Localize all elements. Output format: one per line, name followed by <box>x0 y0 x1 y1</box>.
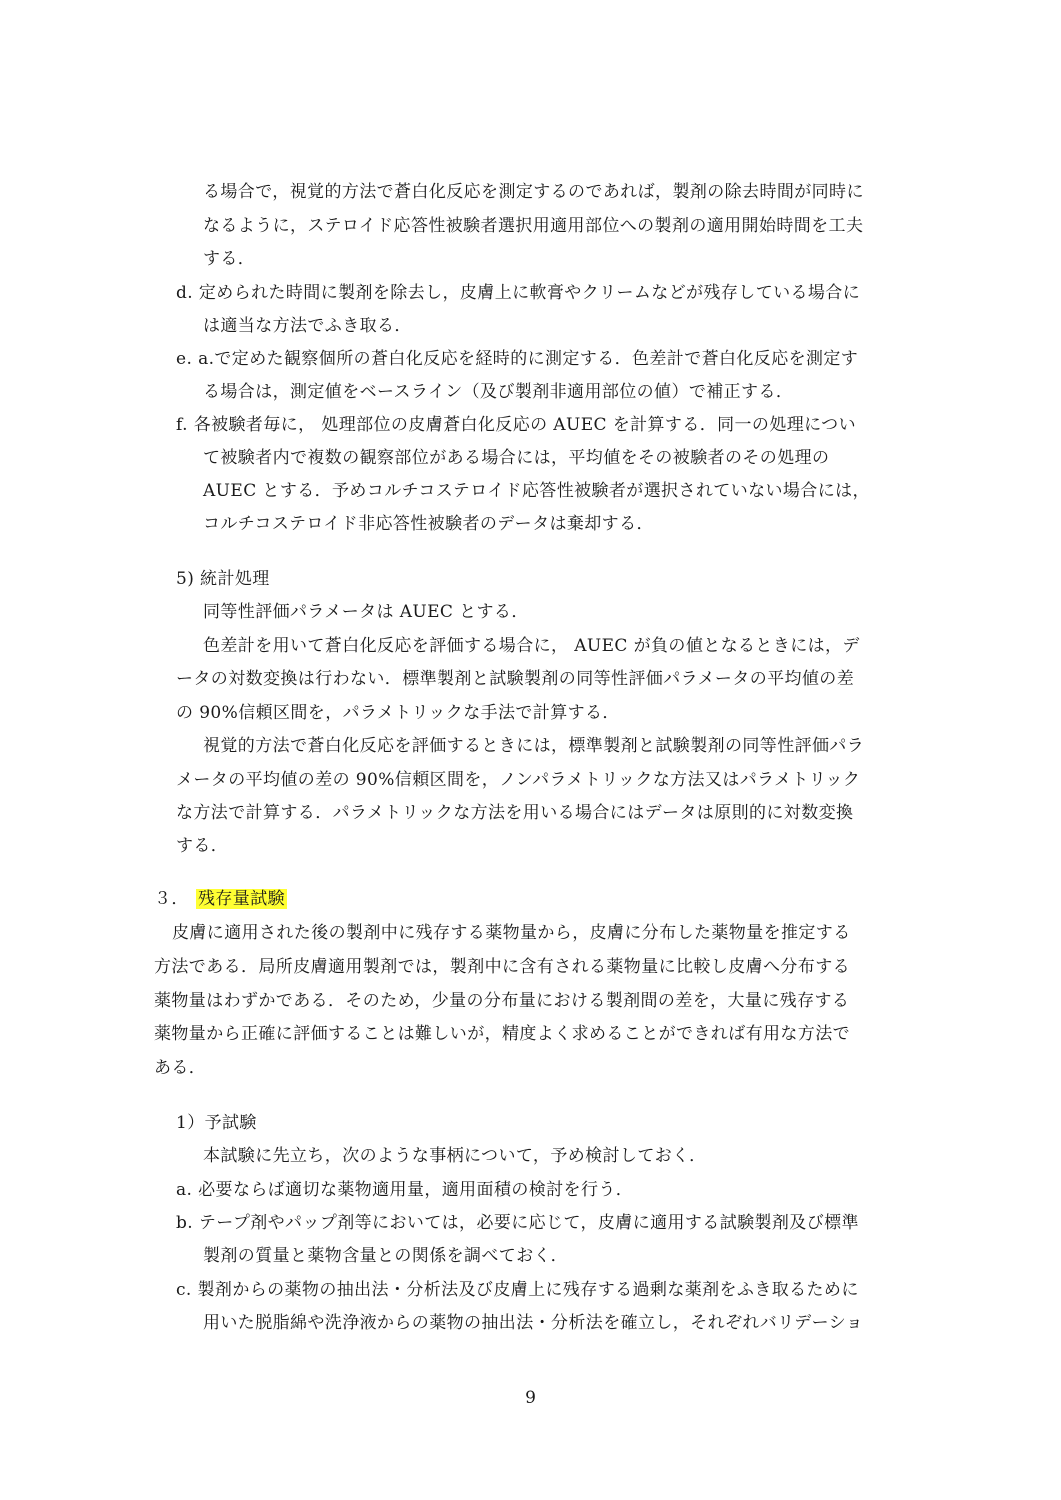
text-line: は適当な方法でふき取る． <box>203 316 412 336</box>
text-line: て被験者内で複数の観察部位がある場合には，平均値をその被験者のその処理の <box>203 448 830 468</box>
section-number: ３． <box>154 889 189 909</box>
list-item-e: e. a.で定めた観察個所の蒼白化反応を経時的に測定する．色差計で蒼白化反応を測定す <box>176 349 859 369</box>
text-line: 製剤の質量と薬物含量との関係を調べておく． <box>203 1246 569 1266</box>
text-line: 視覚的方法で蒼白化反応を評価するときには，標準製剤と試験製剤の同等性評価パラ <box>203 736 865 756</box>
text-line: 薬物量はわずかである．そのため，少量の分布量における製剤間の差を，大量に残存する <box>154 991 850 1011</box>
list-item-b: b. テープ剤やパップ剤等においては，必要に応じて，皮膚に適用する試験製剤及び標準 <box>176 1213 859 1233</box>
list-item-f: f. 各被験者毎に， 処理部位の皮膚蒼白化反応の AUEC を計算する．同一の処理につい <box>176 415 856 435</box>
text-line: 皮膚に適用された後の製剤中に残存する薬物量から，皮膚に分布した薬物量を推定する <box>172 923 851 943</box>
text-line: AUEC とする．予めコルチコステロイド応答性被験者が選択されていない場合には， <box>203 481 870 501</box>
text-line: ある． <box>154 1058 207 1078</box>
text-line: メータの平均値の差の 90%信頼区間を，ノンパラメトリックな方法又はパラメトリック <box>176 770 861 790</box>
text-line: の 90%信頼区間を，パラメトリックな手法で計算する． <box>176 703 620 723</box>
list-item-d: d. 定められた時間に製剤を除去し，皮膚上に軟膏やクリームなどが残存している場合に <box>176 283 861 303</box>
text-line: 用いた脱脂綿や洗浄液からの薬物の抽出法・分析法を確立し，それぞれバリデーショ <box>203 1313 864 1333</box>
subsection-heading-pretest: 1）予試験 <box>176 1113 257 1133</box>
text-line: な方法で計算する．パラメトリックな方法を用いる場合にはデータは原則的に対数変換 <box>176 803 854 823</box>
list-item-a: a. 必要ならば適切な薬物適用量，適用面積の検討を行う． <box>176 1180 634 1200</box>
text-line: 方法である．局所皮膚適用製剤では，製剤中に含有される薬物量に比較し皮膚へ分布する <box>154 957 850 977</box>
text-line: る場合で，視覚的方法で蒼白化反応を測定するのであれば，製剤の除去時間が同時に <box>203 182 864 202</box>
list-item-c: c. 製剤からの薬物の抽出法・分析法及び皮膚上に残存する過剰な薬剤をふき取るために <box>176 1280 859 1300</box>
text-line: する． <box>203 249 256 269</box>
section-heading-statistics: 5) 統計処理 <box>176 569 270 589</box>
text-line: する． <box>176 836 229 856</box>
section-title <box>196 887 287 911</box>
text-line: なるように，ステロイド応答性被験者選択用適用部位への製剤の適用開始時間を工夫 <box>203 216 864 236</box>
page-number: 9 <box>525 1388 536 1408</box>
text-line: 色差計を用いて蒼白化反応を評価する場合に， AUEC が負の値となるときには，デ <box>203 636 860 656</box>
text-line: 薬物量から正確に評価することは難しいが，精度よく求めることができれば有用な方法で <box>154 1024 850 1044</box>
highlighted-title: 残存量試験 <box>198 889 285 909</box>
text-line: 本試験に先立ち，次のような事柄について，予め検討しておく． <box>203 1146 707 1166</box>
text-line: コルチコステロイド非応答性被験者のデータは棄却する． <box>203 514 654 534</box>
text-line: ータの対数変換は行わない．標準製剤と試験製剤の同等性評価パラメータの平均値の差 <box>176 669 855 689</box>
text-line: 同等性評価パラメータは AUEC とする． <box>203 602 529 622</box>
text-line: る場合は，測定値をベースライン（及び製剤非適用部位の値）で補正する． <box>203 382 794 402</box>
